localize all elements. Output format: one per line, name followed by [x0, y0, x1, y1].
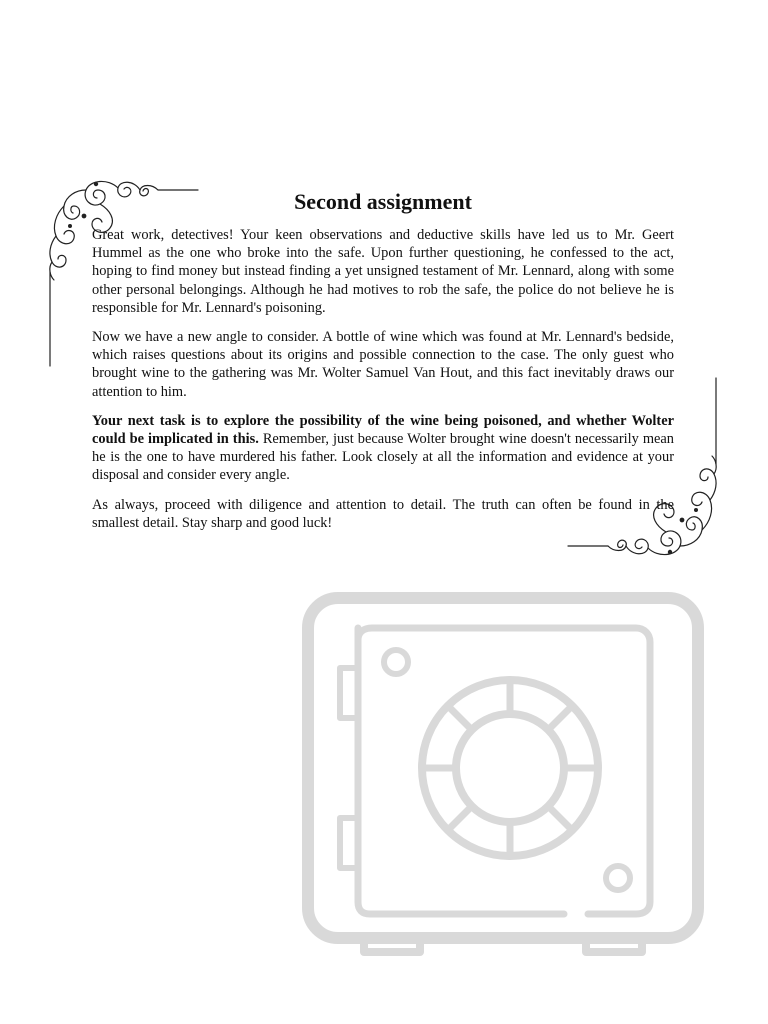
paragraph-1: Great work, detectives! Your keen observations and deductive skills have led us to Mr. Geert Hummel as the one who broke into the safe. Upon further questioning, he confessed to the act, hoping to find money but instead finding a yet unsigned testament of Mr. Lennard, along with some other personal belongings. Although he had motives to rob the safe, the police do not believe he is responsible for Mr. Lennard's poisoning. — [92, 227, 674, 316]
paragraph-2: Now we have a new angle to consider. A bottle of wine which was found at Mr. Lennard's bedside, which raises questions about its origins and possible connection to the case. The only guest who brought wine to the gathering was Mr. Wolter Samuel Van Hout, and this fact inevitably draws our attention to him. — [92, 329, 674, 400]
assignment-content — [92, 188, 674, 543]
paragraph-4: As always, proceed with diligence and attention to detail. The truth can often be found in the smallest detail. Stay sharp and good luck! — [92, 496, 674, 531]
paragraph-3 — [92, 412, 674, 485]
task-instruction-bold: Your next task is to explore the possibility of the wine being poisoned, and whether Wolter could be implicated in this. — [92, 412, 674, 448]
paragraph-3-rest: Remember, just because Wolter brought wine doesn't necessarily mean he is the one to have murdered his father. Look closely at all the information and evidence at your disposal and consider every angle. — [92, 431, 674, 484]
safe-icon — [300, 590, 710, 970]
page-title: Second assignment — [294, 189, 472, 214]
